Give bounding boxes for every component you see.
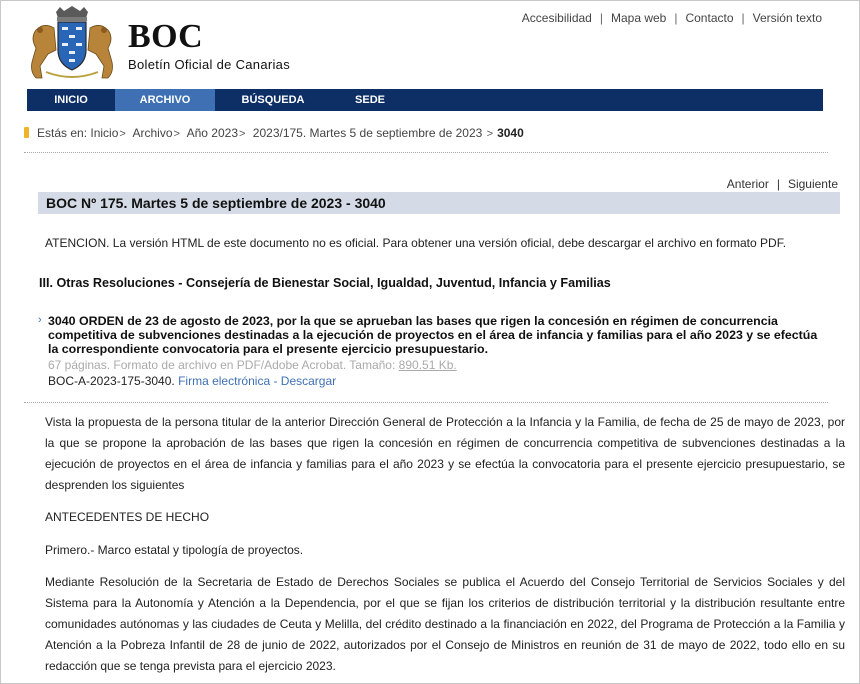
divider [24, 152, 828, 153]
breadcrumb [24, 126, 524, 140]
breadcrumb-sep: > [486, 128, 494, 140]
order-block [38, 314, 828, 388]
breadcrumb-current: 3040 [497, 126, 524, 140]
breadcrumb-year[interactable]: Año 2023 [186, 126, 239, 140]
signature-link[interactable]: Firma electrónica [178, 374, 271, 388]
accessibility-link[interactable]: Accesibilidad [521, 11, 592, 25]
download-link[interactable]: Descargar [280, 374, 337, 388]
breadcrumb-sep: > [173, 128, 180, 140]
brand-title: BOC [128, 18, 204, 55]
arrow-bullet-icon: › [38, 314, 42, 326]
html-notice: ATENCION. La versión HTML de este documento no es oficial. Para obtener una versión oficial, debe descargar el archivo en formato PDF. [45, 236, 787, 250]
nav-item-busqueda[interactable]: BÚSQUEDA [241, 94, 305, 106]
breadcrumb-marker-icon [24, 127, 29, 138]
main-nav [27, 89, 823, 111]
order-size: 890.51 Kb. [398, 358, 457, 372]
brand-subtitle: Boletín Oficial de Canarias [128, 57, 291, 72]
breadcrumb-inicio[interactable]: Inicio [90, 126, 119, 140]
nav-item-sede[interactable]: SEDE [355, 94, 385, 106]
breadcrumb-issue[interactable]: 2023/175. Martes 5 de septiembre de 2023 [252, 126, 483, 140]
top-sep: | [741, 11, 745, 25]
top-sep: | [599, 11, 603, 25]
order-meta [48, 358, 828, 372]
top-sep: | [674, 11, 678, 25]
contact-link[interactable]: Contacto [685, 11, 734, 25]
order-ref [48, 374, 828, 388]
pager-sep: | [776, 177, 780, 191]
paragraph-vista: Vista la propuesta de la persona titular de la anterior Dirección General de Protección a la Infancia y la Familia, de fecha de 25 de mayo de 2023, por la que se propone la aprobación de las bases que rigen la concesión en régimen de concurrencia competitiva de subvenciones destinadas a la ejecución de proyectos en el área de infancia y familias para el año 2023 y se efectúa la convocatoria para el presente ejercicio presupuestario, se desprenden los siguientes [45, 415, 845, 492]
section-heading: III. Otras Resoluciones - Consejería de Bienestar Social, Igualdad, Juventud, Infancia y Familias [39, 276, 611, 290]
doc-title: BOC Nº 175. Martes 5 de septiembre de 2023 - 3040 [46, 195, 386, 211]
doc-title-bar [38, 192, 840, 214]
divider [24, 402, 828, 403]
sitemap-link[interactable]: Mapa web [610, 11, 667, 25]
next-link[interactable]: Siguiente [787, 177, 838, 191]
breadcrumb-sep: > [239, 128, 246, 140]
prev-link[interactable]: Anterior [726, 177, 769, 191]
breadcrumb-archivo[interactable]: Archivo [132, 126, 173, 140]
nav-item-archivo[interactable]: ARCHIVO [115, 89, 215, 111]
top-links [522, 11, 822, 25]
breadcrumb-sep: > [119, 128, 126, 140]
order-title: 3040 ORDEN de 23 de agosto de 2023, por la que se aprueban las bases que rigen la concesión en régimen de concurrencia competitiva de subvenciones destinadas a la ejecución de proyectos en el área de infancia y familias para el año 2023 y se efectúa la correspondiente convocatoria para el presente ejercicio presupuestario. [48, 314, 818, 356]
paragraph-resolucion: Mediante Resolución de la Secretaria de Estado de Derechos Sociales se publica el Acuerdo del Consejo Territorial de Servicios Sociales y del Sistema para la Autonomía y Atención a la Dependencia, por el que se fijan los criterios de distribución territorial y la distribución resultante entre comunidades autónomas y las ciudades de Ceuta y Melilla, del crédito destinado a la financiación en 2022, del Programa de Protección a la Familia y Atención a la Pobreza Infantil de 28 de junio de 2022, autorizados por el Consejo de Ministros en reunión de 31 de mayo de 2022, todo ello en su redacción que se tenga prevista para el ejercicio 2023. [45, 575, 845, 673]
antecedentes-heading: ANTECEDENTES DE HECHO [45, 510, 210, 524]
brand[interactable] [128, 20, 290, 72]
order-meta-text: 67 páginas. Formato de archivo en PDF/Adobe Acrobat. Tamaño: [48, 358, 396, 372]
text-version-link[interactable]: Versión texto [752, 11, 822, 25]
nav-item-inicio[interactable]: INICIO [54, 94, 88, 106]
link-sep: - [270, 374, 281, 388]
order-code: BOC-A-2023-175-3040. [48, 374, 175, 388]
breadcrumb-label: Estás en: [37, 126, 88, 140]
pager [727, 177, 838, 191]
canarias-coat-of-arms-icon[interactable] [26, 6, 118, 82]
primero-heading: Primero.- Marco estatal y tipología de proyectos. [45, 543, 304, 557]
